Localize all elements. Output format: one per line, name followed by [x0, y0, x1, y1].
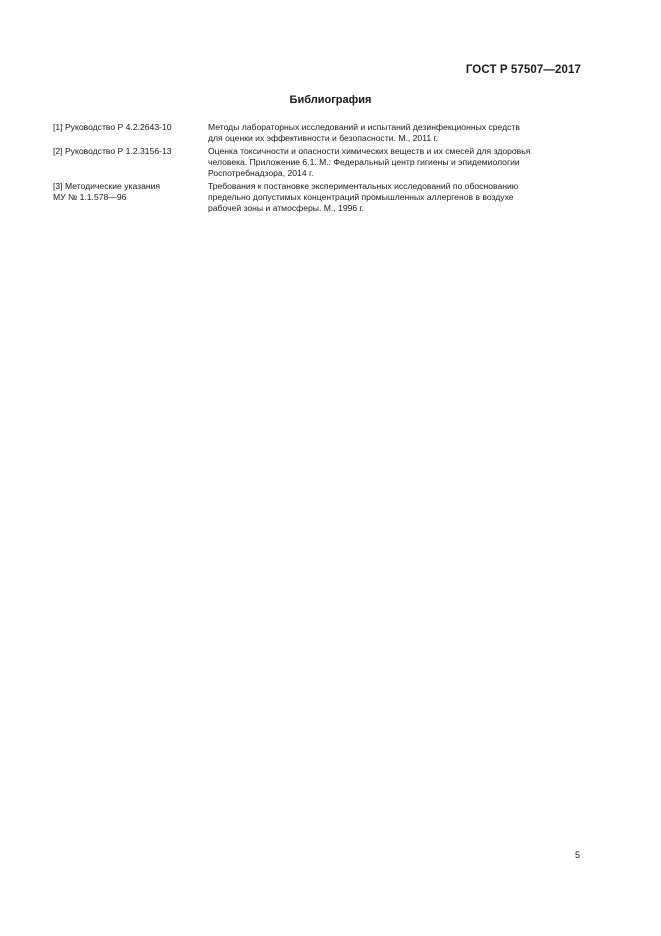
bibliography-list	[53, 122, 577, 216]
bibliography-entry	[53, 122, 577, 144]
entry-description: Оценка токсичности и опасности химических веществ и их смесей для здоровья человека. Приложение 6.1. М.: Федеральный центр гигиены и эпидемиологии Роспотребнадзора, 2014 г.	[208, 146, 531, 178]
entry-description: Требования к постановке экспериментальных исследований по обоснованию предельно допустимых концентраций промышленных аллергенов в воздухе рабочей зоны и атмосферы. М., 1996 г.	[208, 181, 519, 213]
standard-number: ГОСТ Р 57507—2017	[465, 64, 581, 76]
bibliography-entry	[53, 181, 577, 214]
entry-description: Методы лабораторных исследований и испытаний дезинфекционных средств для оценки их эффективности и безопасности. М., 2011 г.	[208, 122, 520, 143]
bibliography-entry	[53, 146, 577, 179]
bibliography-title: Библиография	[289, 94, 372, 106]
entry-reference: [3] Методические указания МУ № 1.1.578—96	[53, 181, 161, 202]
page-number: 5	[574, 850, 580, 860]
entry-reference: [1] Руководство Р 4.2.2643-10	[53, 122, 172, 132]
entry-reference: [2] Руководство Р 1.2.3156-13	[53, 146, 172, 156]
